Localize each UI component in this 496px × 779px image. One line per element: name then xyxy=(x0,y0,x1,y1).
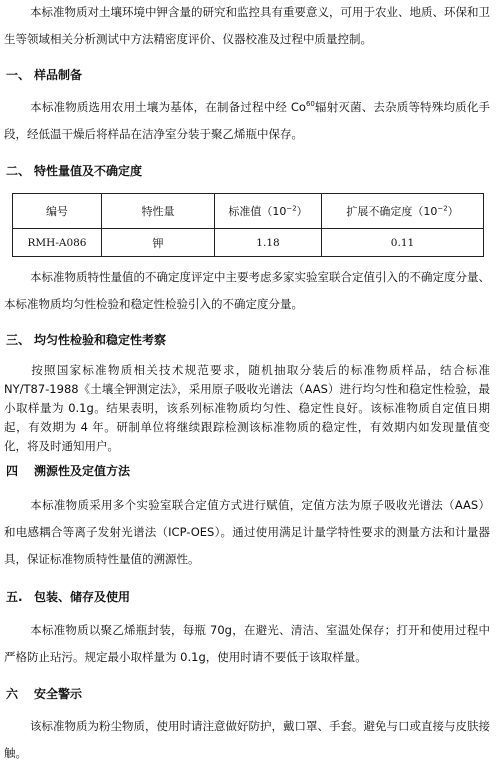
cell-id: RMH-A086 xyxy=(13,229,102,257)
section-4-body: 本标准物质采用多个实验室联合定值方式进行赋值，定值方法为原子吸收光谱法（AAS）和电感耦合等离子发射光谱法（ICP-OES）。通过使用满足计量学特性要求的测量方法和计量器具，保证标准物质特性量值的溯源性。 xyxy=(4,498,490,566)
section-title: 样品制备 xyxy=(34,68,83,82)
section-6-heading xyxy=(6,686,82,702)
col-header-id: 编号 xyxy=(13,194,102,229)
section-5-body: 本标准物质以聚乙烯瓶封装，每瓶 70g，在避光、清洁、室温处保存；打开和使用过程中严格防止玷污。规定最小取样量为 0.1g，使用时请不要低于该取样量。 xyxy=(4,623,490,664)
section-number: 六 xyxy=(6,687,19,701)
section-6-body: 该标准物质为粉尘物质，使用时请注意做好防护，戴口罩、手套。避免与口或直接与皮肤接触。 xyxy=(4,719,490,760)
cell-property: 钾 xyxy=(102,229,215,257)
section-number: 五. xyxy=(6,590,23,604)
section-title: 特性量值及不确定度 xyxy=(34,164,143,178)
section-3-body: 按照国家标准物质相关技术规范要求，随机抽取分装后的标准物质样品，结合标准 NY/T87-1988《土壤全钾测定法》，采用原子吸收光谱法（AAS）进行均匀性和稳定性检验，最小取样量为 0.1g。结果表明，该系列标准物质均匀性、稳定性良好。该标准物质自定值日期起，有效期为 4 年。研制单位将继续跟踪检测该标准物质的稳定性，有效期内如发现量值变化，将及时通知用户。 xyxy=(4,363,490,453)
col-header-standard-value: 标准值$(10^{-2})$ xyxy=(215,194,322,229)
section-title: 安全警示 xyxy=(34,687,83,701)
section-title: 包装、储存及使用 xyxy=(34,590,131,604)
section-number: 二、 xyxy=(6,164,31,178)
section-4-heading xyxy=(6,463,130,479)
section-3-heading xyxy=(6,332,166,348)
section-number: 四 xyxy=(6,464,19,478)
section-number: 一、 xyxy=(6,68,31,82)
col-header-expanded-uncertainty: 扩展不确定度$(10^{-2})$ xyxy=(322,194,484,229)
section-title: 均匀性检验和稳定性考察 xyxy=(34,333,167,347)
section-number: 三、 xyxy=(6,333,31,347)
cell-uncertainty: 0.11 xyxy=(322,229,484,257)
section-2-heading xyxy=(6,163,142,179)
section-1-body: 本标准物质选用农用土壤为基体，在制备过程中经 Co$^{60}$辐射灭菌、去杂质等特殊均质化手段，经低温干燥后将样品在洁净室分装于聚乙烯瓶中保存。 xyxy=(4,100,491,141)
table-row xyxy=(13,229,484,257)
section-title: 溯源性及定值方法 xyxy=(34,464,131,478)
property-value-table xyxy=(12,193,484,257)
table-header-row xyxy=(13,194,484,229)
section-2-note: 本标准物质特性量值的不确定度评定中主要考虑多家实验室联合定值引入的不确定度分量、本标准物质均匀性检验和稳定性检验引入的不确定度分量。 xyxy=(4,270,490,311)
cell-standard-value: 1.18 xyxy=(215,229,322,257)
section-5-heading xyxy=(6,589,130,605)
intro-paragraph: 本标准物质对土壤环境中钾含量的研究和监控具有重要意义，可用于农业、地质、环保和卫生等领域相关分析测试中方法精密度评价、仪器校准及过程中质量控制。 xyxy=(4,5,490,46)
section-1-heading xyxy=(6,67,82,83)
col-header-property: 特性量 xyxy=(102,194,215,229)
